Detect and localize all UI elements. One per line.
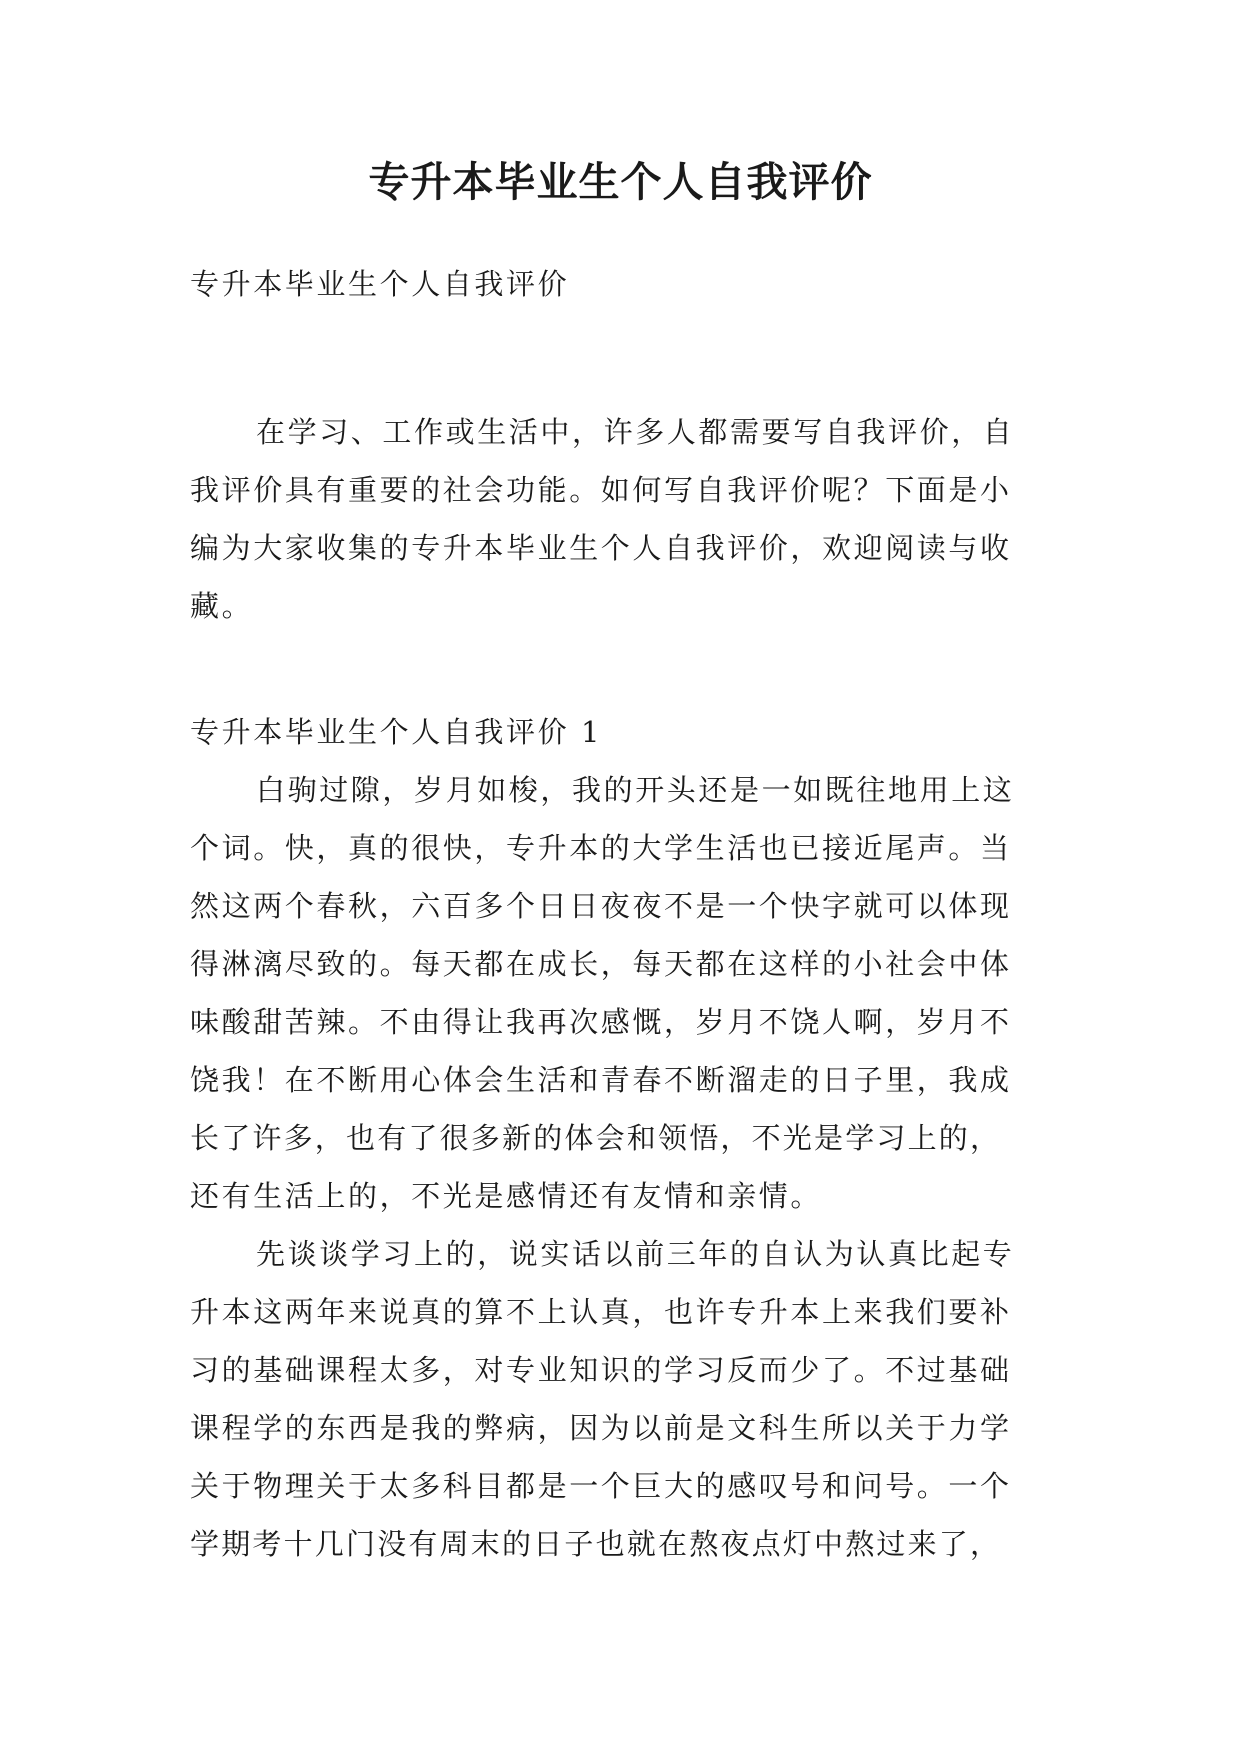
document-subtitle: 专升本毕业生个人自我评价 (190, 267, 570, 301)
document-title: 专升本毕业生个人自我评价 (368, 158, 873, 206)
text-line: 编为大家收集的专升本毕业生个人自我评价，欢迎阅读与收 (190, 531, 1012, 565)
text-line: 个词。快，真的很快，专升本的大学生活也已接近尾声。当 (190, 831, 1012, 865)
text-line: 课程学的东西是我的弊病，因为以前是文科生所以关于力学 (190, 1411, 1012, 1445)
text-line: 味酸甜苦辣。不由得让我再次感慨，岁月不饶人啊，岁月不 (190, 1005, 1012, 1039)
text-line: 饶我！在不断用心体会生活和青春不断溜走的日子里，我成 (190, 1063, 1012, 1097)
text-line: 关于物理关于太多科目都是一个巨大的感叹号和问号。一个 (190, 1469, 1012, 1503)
section-heading: 专升本毕业生个人自我评价 1 (190, 715, 603, 749)
text-line: 我评价具有重要的社会功能。如何写自我评价呢？下面是小 (190, 473, 1012, 507)
text-line: 然这两个春秋，六百多个日日夜夜不是一个快字就可以体现 (190, 889, 1012, 923)
text-line: 先谈谈学习上的，说实话以前三年的自认为认真比起专 (256, 1237, 1015, 1271)
text-line: 在学习、工作或生活中，许多人都需要写自我评价，自 (256, 415, 1015, 449)
text-line: 升本这两年来说真的算不上认真，也许专升本上来我们要补 (190, 1295, 1012, 1329)
text-line: 长了许多，也有了很多新的体会和领悟，不光是学习上的， (190, 1121, 1002, 1155)
text-line: 习的基础课程太多，对专业知识的学习反而少了。不过基础 (190, 1353, 1012, 1387)
text-line: 学期考十几门没有周末的日子也就在熬夜点灯中熬过来了， (190, 1527, 1002, 1561)
text-line: 还有生活上的，不光是感情还有友情和亲情。 (190, 1179, 823, 1213)
text-line: 白驹过隙，岁月如梭，我的开头还是一如既往地用上这 (256, 773, 1015, 807)
text-line: 藏。 (190, 589, 254, 623)
text-line: 得淋漓尽致的。每天都在成长，每天都在这样的小社会中体 (190, 947, 1012, 981)
